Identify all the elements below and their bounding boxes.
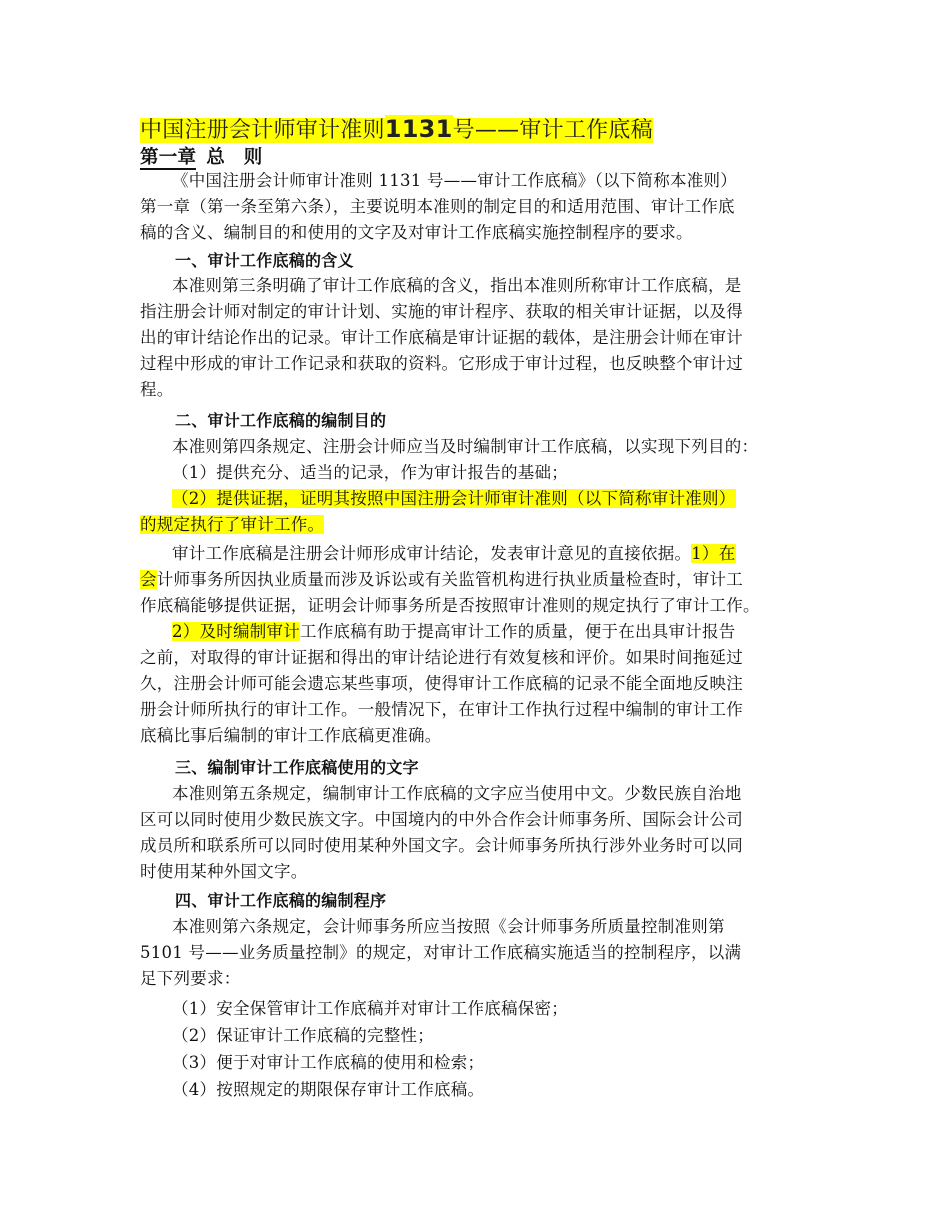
section-1-heading: 一、审计工作底稿的含义 (175, 251, 354, 270)
highlighted-text: 会 (140, 570, 157, 589)
requirement-item: （1）安全保管审计工作底稿并对审计工作底稿保密； (172, 999, 568, 1018)
plain-text: 审计工作底稿是注册会计师形成审计结论，发表审计意见的直接依据。 (172, 544, 692, 563)
section-2-line: 作底稿能够提供证据，证明会计师事务所是否按照审计准则的规定执行了审计工作。 (140, 596, 760, 615)
highlighted-text: 的规定执行了审计工作。 (140, 515, 325, 534)
intro-line-2: 第一章（第一条至第六条），主要说明本准则的制定目的和适用范围、审计工作底 (140, 197, 735, 216)
section-1-line: 出的审计结论作出的记录。审计工作底稿是审计证据的载体，是注册会计师在审计 (140, 328, 743, 347)
section-4-heading: 四、审计工作底稿的编制程序 (175, 891, 387, 910)
section-2-line (140, 568, 743, 592)
section-3-line: 成员所和联系所可以同时使用某种外国文字。会计师事务所执行涉外业务时可以同 (140, 836, 743, 855)
section-3-line: 时使用某种外国文字。 (140, 862, 308, 881)
intro-line-1: 《中国注册会计师审计准则 1131 号——审计工作底稿》（以下简称本准则） (172, 171, 737, 190)
section-4-line: 5101 号——业务质量控制》的规定，对审计工作底稿实施适当的控制程序，以满 (140, 943, 742, 962)
requirement-item: （2）保证审计工作底稿的完整性； (172, 1026, 434, 1045)
section-3-line: 本准则第五条规定，编制审计工作底稿的文字应当使用中文。少数民族自治地 (172, 784, 742, 803)
purpose-item-2 (172, 487, 736, 511)
plain-text: 工作底稿有助于提高审计工作的质量，便于在出具审计报告 (300, 622, 736, 641)
section-2-line: 本准则第四条规定、注册会计师应当及时编制审计工作底稿，以实现下列目的： (172, 437, 759, 456)
requirement-item: （3）便于对审计工作底稿的使用和检索； (172, 1053, 485, 1072)
section-1-line: 过程中形成的审计工作记录和获取的资料。它形成于审计过程，也反映整个审计过 (140, 354, 743, 373)
section-4-line: 本准则第六条规定，会计师事务所应当按照《会计师事务所质量控制准则第 (172, 917, 725, 936)
highlighted-text: （2）提供证据，证明其按照中国注册会计师审计准则（以下简称审计准则） (172, 489, 736, 508)
section-2-line: 册会计师所执行的审计工作。一般情况下，在审计工作执行过程中编制的审计工作 (140, 700, 743, 719)
intro-line-3: 稿的含义、编制目的和使用的文字及对审计工作底稿实施控制程序的要求。 (140, 223, 693, 242)
section-2-line (172, 620, 736, 644)
title-text-a: 中国注册会计师审计准则 (140, 118, 385, 143)
section-1-line: 程。 (140, 380, 174, 399)
section-3-line: 区可以同时使用少数民族文字。中国境内的中外合作会计师事务所、国际会计公司 (140, 810, 743, 829)
section-1-line: 本准则第三条明确了审计工作底稿的含义，指出本准则所称审计工作底稿，是 (172, 276, 742, 295)
section-2-line (172, 542, 736, 566)
section-2-line: 久，注册会计师可能会遗忘某些事项，使得审计工作底稿的记录不能全面地反映注 (140, 674, 743, 693)
plain-text: 计师事务所因执业质量而涉及诉讼或有关监管机构进行执业质量检查时，审计工 (156, 570, 743, 589)
chapter-label: 第一章 (140, 147, 197, 168)
section-2-line: 之前，对取得的审计证据和得出的审计结论进行有效复核和评价。如果时间拖延过 (140, 648, 743, 667)
section-2-line: 底稿比事后编制的审计工作底稿更准确。 (140, 726, 442, 745)
chapter-name: 总 则 (206, 147, 263, 168)
section-3-heading: 三、编制审计工作底稿使用的文字 (175, 758, 419, 777)
section-4-line: 足下列要求： (140, 969, 241, 988)
section-1-line: 指注册会计师对制定的审计计划、实施的审计程序、获取的相关审计证据，以及得 (140, 302, 743, 321)
highlighted-text: 2）及时编制审计 (172, 622, 300, 641)
chapter-heading (140, 146, 263, 170)
title-text-b: 号——审计工作底稿 (452, 118, 653, 143)
section-2-heading: 二、审计工作底稿的编制目的 (175, 411, 387, 430)
highlighted-text: 1）在 (691, 544, 736, 563)
title-number: 1131 (384, 115, 453, 143)
document-title (140, 114, 653, 146)
purpose-item-2-cont (140, 513, 324, 537)
requirement-item: （4）按照规定的期限保存审计工作底稿。 (172, 1080, 485, 1099)
purpose-item-1: （1）提供充分、适当的记录，作为审计报告的基础； (172, 463, 568, 482)
